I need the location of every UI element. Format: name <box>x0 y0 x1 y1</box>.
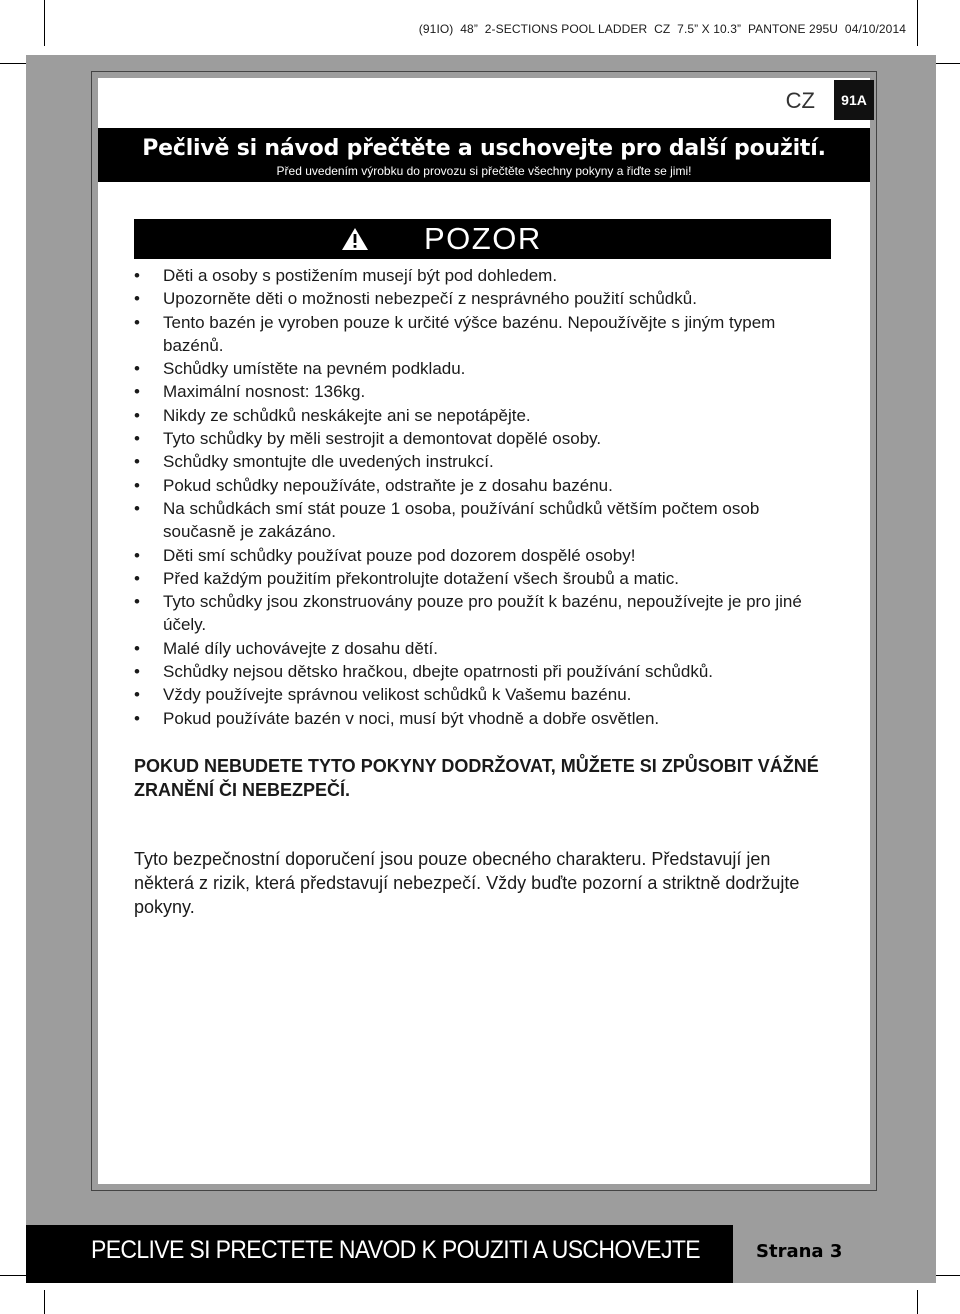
warning-list <box>134 264 824 730</box>
list-item: • Před každým použitím překontrolujte dotažení všech šroubů a matic. <box>134 567 824 590</box>
list-item: • Nikdy ze schůdků neskákejte ani se nepotápějte. <box>134 404 824 427</box>
section-badge: 91A <box>834 80 874 120</box>
list-item: • Malé díly uchovávejte z dosahu dětí. <box>134 637 824 660</box>
list-item: • Pokud schůdky nepoužíváte, odstraňte je z dosahu bazénu. <box>134 474 824 497</box>
page-number-tab <box>733 1225 936 1283</box>
general-note: Tyto bezpečnostní doporučení jsou pouze obecného charakteru. Představují jen některá z rizik, která představují nebezpečí. Vždy buďte pozorní a striktně dodržujte pokyny. <box>134 849 800 917</box>
warning-header <box>134 219 831 259</box>
list-item: • Tento bazén je vyroben pouze k určité výšce bazénu. Nepoužívějte s jiným typem bazénů. <box>134 311 824 358</box>
crop-mark <box>917 1290 918 1314</box>
list-item: • Pokud používáte bazén v noci, musí být vhodně a dobře osvětlen. <box>134 707 824 730</box>
list-item: • Upozorněte děti o možnosti nebezpečí z nesprávného použití schůdků. <box>134 287 824 310</box>
warning-title: POZOR <box>424 221 542 256</box>
list-item: • Tyto schůdky jsou zkonstruovány pouze pro použít k bazénu, nepoužívejte je pro jiné účely. <box>134 590 824 637</box>
list-item: • Tyto schůdky by měli sestrojit a demontovat dopělé osoby. <box>134 427 824 450</box>
crop-mark <box>44 0 45 46</box>
list-item: • Schůdky smontujte dle uvedených instrukcí. <box>134 450 824 473</box>
list-item: • Na schůdkách smí stát pouze 1 osoba, používání schůdků větším počtem osob současně je zakázáno. <box>134 497 824 544</box>
list-item: • Schůdky nejsou dětsko hračkou, dbejte opatrnosti při používání schůdků. <box>134 660 824 683</box>
list-item: • Děti a osoby s postižením musejí být pod dohledem. <box>134 264 824 287</box>
banner-subtitle: Před uvedením výrobku do provozu si přečtěte všechny pokyny a řiďte se jimi! <box>276 164 692 178</box>
banner-title: Pečlivě si návod přečtěte a uschovejte pro další použití. <box>142 136 826 161</box>
list-item: • Schůdky umístěte na pevném podkladu. <box>134 357 824 380</box>
list-item: • Maximální nosnost: 136kg. <box>134 380 824 403</box>
page-label: Strana 3 <box>756 1241 843 1262</box>
danger-statement: POKUD NEBUDETE TYTO POKYNY DODRŽOVAT, MŮŽETE SI ZPŮSOBIT VÁŽNÉ ZRANĚNÍ ČI NEBEZPEČÍ. <box>134 756 819 800</box>
language-code: CZ <box>785 88 815 113</box>
footer-text: PECLIVE SI PRECTETE NAVOD K POUZITI A USCHOVEJTE <box>91 1236 700 1264</box>
crop-mark <box>917 0 918 46</box>
print-info: (91IO) 48” 2-SECTIONS POOL LADDER CZ 7.5” X 10.3” PANTONE 295U 04/10/2014 <box>418 22 906 36</box>
instructions-banner <box>98 128 870 182</box>
warning-triangle-icon <box>342 228 368 250</box>
list-item: • Vždy používejte správnou velikost schůdků k Vašemu bazénu. <box>134 683 824 706</box>
list-item: • Děti smí schůdky používat pouze pod dozorem dospělé osoby! <box>134 544 824 567</box>
crop-mark <box>44 1290 45 1314</box>
